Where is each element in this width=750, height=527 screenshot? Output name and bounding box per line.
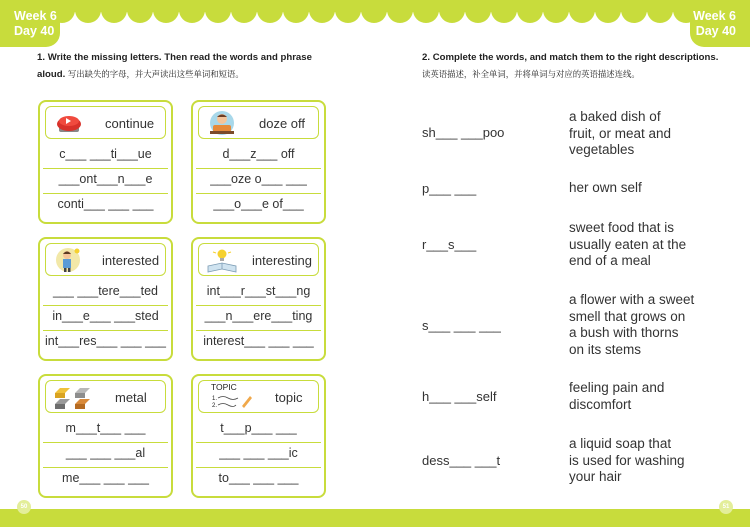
page-number-left: 50 xyxy=(17,500,31,514)
instruction-text: Write the missing letters. Then read the words and phrase aloud. xyxy=(37,52,312,80)
divider xyxy=(196,442,321,443)
description-line: discomfort xyxy=(569,396,632,412)
description-line: a baked dish of xyxy=(569,109,661,124)
divider xyxy=(43,467,168,468)
divider xyxy=(43,168,168,169)
description-line: vegetables xyxy=(569,142,635,157)
match-description[interactable] xyxy=(569,220,719,270)
card-header xyxy=(198,380,319,413)
red-button-icon xyxy=(52,109,86,136)
week-label: Week 6 xyxy=(14,9,57,23)
description-line: her own self xyxy=(569,180,642,195)
card-header xyxy=(45,380,166,413)
page-number-right: 51 xyxy=(719,500,733,514)
description-line: fruit, or meat and xyxy=(569,125,672,141)
exercise-number: 1. xyxy=(37,52,46,63)
match-word[interactable]: p___ ___ xyxy=(422,181,477,196)
match-description[interactable] xyxy=(569,292,719,358)
week-day-tab-left xyxy=(0,9,60,47)
bottom-border xyxy=(0,509,750,527)
card-header xyxy=(198,106,319,139)
fill-in-row[interactable]: in___e___ ___sted xyxy=(52,309,159,323)
card-word: interesting xyxy=(252,253,312,268)
instruction-chinese: 写出缺失的字母，并大声读出这些单词和短语。 xyxy=(67,69,244,79)
instruction-text: Complete the words, and match them to the right descriptions. xyxy=(432,52,719,63)
divider xyxy=(196,467,321,468)
divider xyxy=(196,305,321,306)
svg-text:1.: 1. xyxy=(212,396,218,402)
fill-in-row[interactable]: m___t___ ___ xyxy=(65,421,146,435)
book-idea-icon xyxy=(205,246,239,273)
fill-in-row[interactable]: int___res___ ___ ___ xyxy=(45,334,166,348)
description-line: your hair xyxy=(569,469,622,484)
match-word[interactable]: sh___ ___poo xyxy=(422,125,505,140)
fill-in-row[interactable]: ___ ___ ___al xyxy=(65,446,146,460)
fill-in-row[interactable]: c___ ___ti___ue xyxy=(59,147,152,161)
divider xyxy=(43,193,168,194)
description-line: usually eaten at the xyxy=(569,236,687,252)
instruction-chinese: 读英语描述，补全单词，并将单词与对应的英语描述连线。 xyxy=(422,69,640,79)
fill-in-row[interactable]: ___ ___tere___ted xyxy=(53,284,158,298)
week-day-tab-right xyxy=(690,9,750,47)
scalloped-top-border xyxy=(0,0,750,40)
match-word[interactable]: s___ ___ ___ xyxy=(422,318,501,333)
match-description[interactable] xyxy=(569,109,719,159)
card-word: topic xyxy=(275,390,303,405)
description-line: is used for washing xyxy=(569,452,685,468)
fill-in-row[interactable]: int___r___st___ng xyxy=(206,284,311,298)
word-card-continue xyxy=(38,100,173,224)
metal-bars-icon xyxy=(52,383,96,410)
description-line: end of a meal xyxy=(569,253,651,268)
svg-text:2.: 2. xyxy=(212,403,218,409)
fill-in-row[interactable]: ___ ___ ___ic xyxy=(219,446,298,460)
topic-list-icon xyxy=(211,383,257,410)
fill-in-row[interactable]: ___ont___n___e xyxy=(58,172,153,186)
card-header xyxy=(45,106,166,139)
word-card-doze-off xyxy=(191,100,326,224)
match-description[interactable] xyxy=(569,380,719,413)
fill-in-row[interactable]: ___oze o___ ___ xyxy=(210,172,307,186)
fill-in-row[interactable]: to___ ___ ___ xyxy=(218,471,299,485)
match-word[interactable]: r___s___ xyxy=(422,237,477,252)
description-line: a liquid soap that xyxy=(569,436,672,451)
card-word: doze off xyxy=(259,116,306,131)
description-line: on its stems xyxy=(569,341,642,357)
divider xyxy=(43,442,168,443)
card-word: metal xyxy=(115,390,147,405)
match-word[interactable]: dess___ ___t xyxy=(422,453,501,468)
divider xyxy=(196,330,321,331)
word-card-interested xyxy=(38,237,173,361)
description-line: a flower with a sweet xyxy=(569,292,695,307)
fill-in-row[interactable]: ___n___ere___ting xyxy=(204,309,313,323)
dozing-person-icon xyxy=(205,109,239,136)
description-line: sweet food that is xyxy=(569,220,675,235)
match-description[interactable] xyxy=(569,180,719,197)
day-label: Day 40 xyxy=(695,24,736,38)
exercise-number: 2. xyxy=(422,52,431,63)
card-word: continue xyxy=(105,116,155,131)
fill-in-row[interactable]: ___o___e of___ xyxy=(213,197,304,211)
topic-icon-label: TOPIC xyxy=(211,382,237,392)
day-label: Day 40 xyxy=(14,24,55,38)
word-card-interesting xyxy=(191,237,326,361)
fill-in-row[interactable]: d___z___ off xyxy=(222,147,295,161)
week-label: Week 6 xyxy=(693,9,736,23)
card-header xyxy=(198,243,319,276)
description-line: a bush with thorns xyxy=(569,325,679,340)
fill-in-row[interactable]: conti___ ___ ___ xyxy=(57,197,154,211)
card-word: interested xyxy=(102,253,160,268)
fill-in-row[interactable]: t___p___ ___ xyxy=(220,421,297,435)
card-header xyxy=(45,243,166,276)
person-idea-icon xyxy=(52,246,86,273)
match-word[interactable]: h___ ___self xyxy=(422,389,497,404)
word-card-topic xyxy=(191,374,326,498)
description-line: feeling pain and xyxy=(569,380,665,395)
fill-in-row[interactable]: interest___ ___ ___ xyxy=(203,334,314,348)
exercise-2-instructions xyxy=(422,50,722,83)
match-description[interactable] xyxy=(569,436,719,486)
divider xyxy=(43,305,168,306)
exercise-1-instructions xyxy=(37,50,337,83)
fill-in-row[interactable]: me___ ___ ___ xyxy=(62,471,149,485)
divider xyxy=(196,168,321,169)
description-line: smell that grows on xyxy=(569,308,686,324)
word-card-metal xyxy=(38,374,173,498)
divider xyxy=(43,330,168,331)
divider xyxy=(196,193,321,194)
